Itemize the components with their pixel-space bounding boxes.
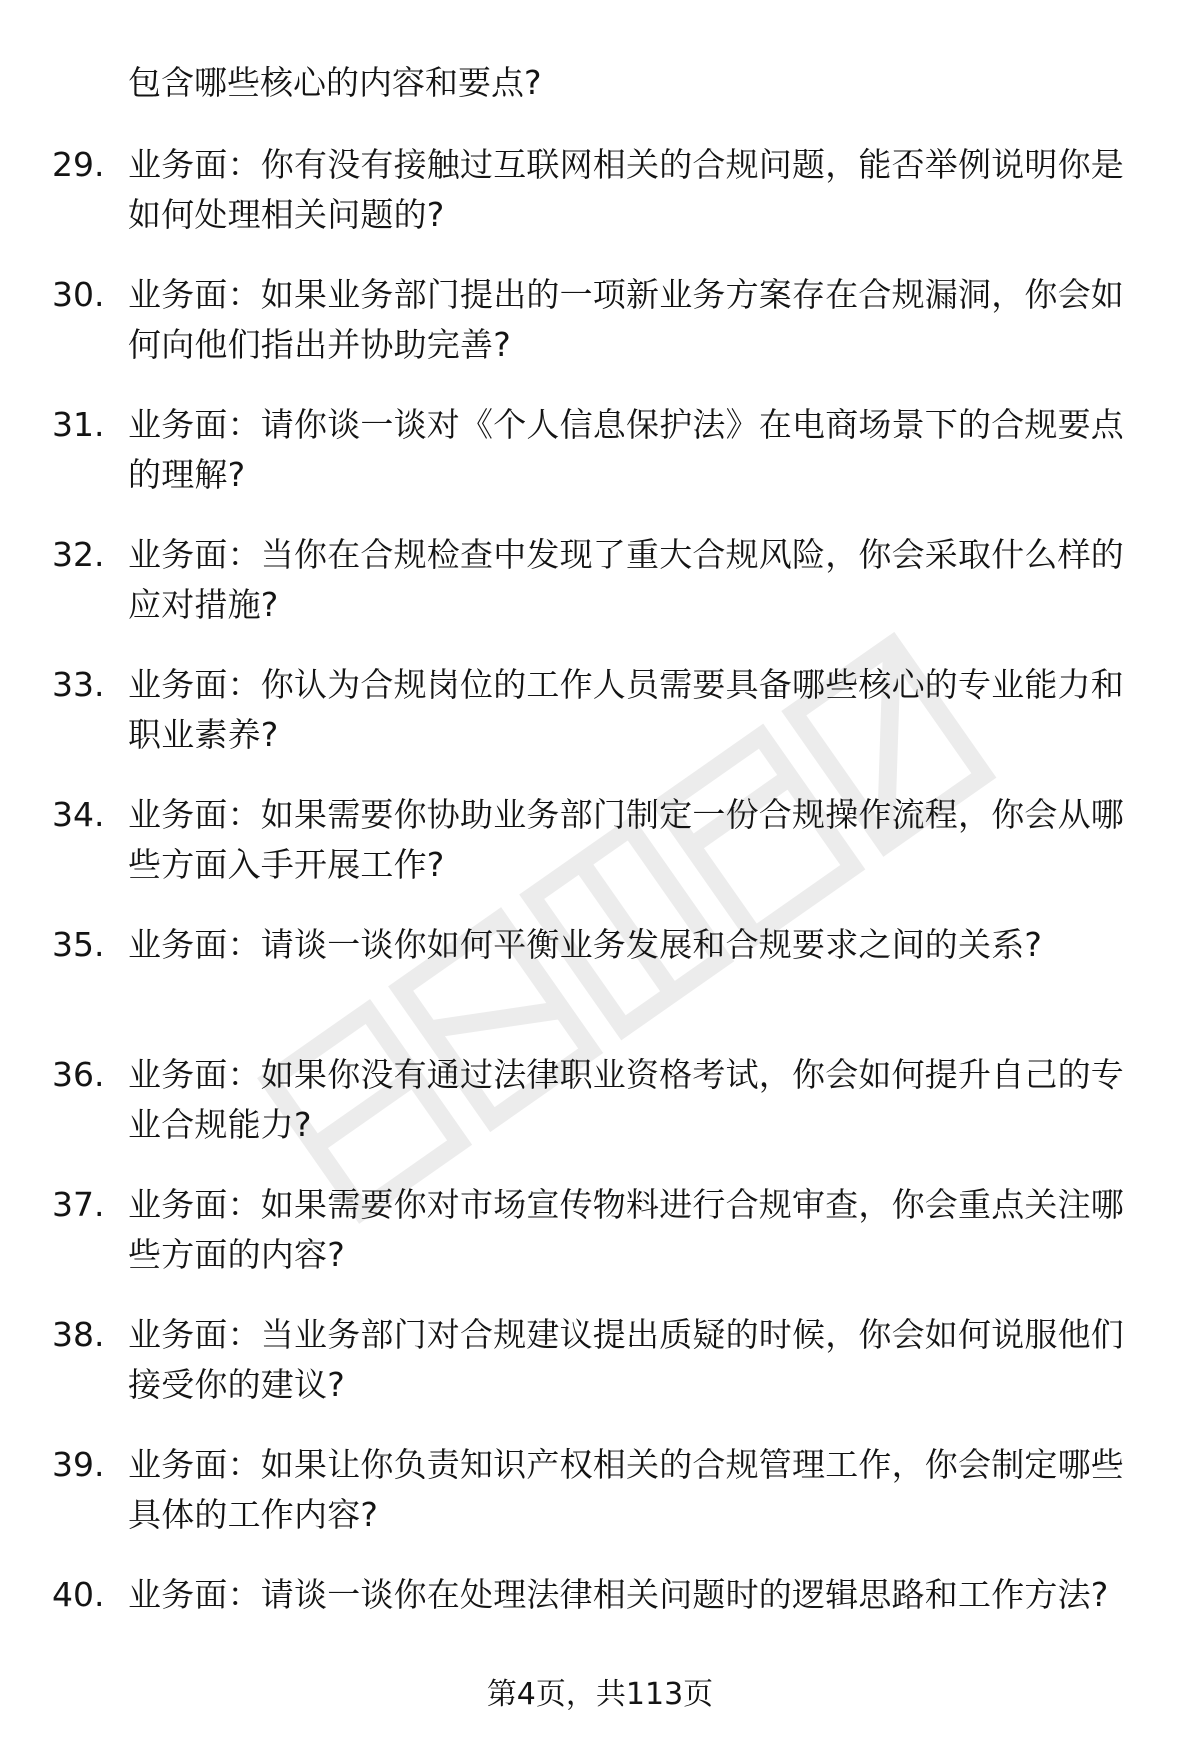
continued-question-text: 包含哪些核心的内容和要点?: [128, 63, 542, 102]
question-text: 业务面：当你在合规检查中发现了重大合规风险，你会采取什么样的应对措施?: [128, 535, 1124, 624]
question-item: [0, 1050, 1200, 1180]
question-text: 业务面：如果需要你协助业务部门制定一份合规操作流程，你会从哪些方面入手开展工作?: [128, 795, 1124, 884]
question-text: 业务面：如果业务部门提出的一项新业务方案存在合规漏洞，你会如何向他们指出并协助完善?: [128, 275, 1124, 364]
question-number: 36.: [52, 1055, 105, 1094]
question-text: 业务面：请谈一谈你如何平衡业务发展和合规要求之间的关系?: [128, 925, 1043, 964]
question-number: 37.: [52, 1185, 105, 1224]
question-number: 34.: [52, 795, 105, 834]
question-text: 业务面：如果你没有通过法律职业资格考试，你会如何提升自己的专业合规能力?: [128, 1055, 1124, 1144]
question-item: [0, 140, 1200, 270]
question-item: [0, 1440, 1200, 1570]
question-text: 业务面：请你谈一谈对《个人信息保护法》在电商场景下的合规要点的理解?: [128, 405, 1124, 494]
question-item: [0, 400, 1200, 530]
question-item: [0, 1180, 1200, 1310]
question-item: [0, 530, 1200, 660]
question-number: 29.: [52, 145, 105, 184]
question-number: 32.: [52, 535, 105, 574]
question-text: 业务面：如果让你负责知识产权相关的合规管理工作，你会制定哪些具体的工作内容?: [128, 1445, 1124, 1534]
question-item: [0, 270, 1200, 400]
question-number: 39.: [52, 1445, 105, 1484]
question-item: [0, 660, 1200, 790]
question-number: 31.: [52, 405, 105, 444]
question-number: 40.: [52, 1575, 105, 1614]
question-list: [0, 140, 1200, 1700]
question-item: [0, 790, 1200, 920]
question-text: 业务面：请谈一谈你在处理法律相关问题时的逻辑思路和工作方法?: [128, 1575, 1109, 1614]
question-text: 业务面：当业务部门对合规建议提出质疑的时候，你会如何说服他们接受你的建议?: [128, 1315, 1124, 1404]
question-number: 33.: [52, 665, 105, 704]
question-text: 业务面：你有没有接触过互联网相关的合规问题，能否举例说明你是如何处理相关问题的?: [128, 145, 1124, 234]
question-text: 业务面：你认为合规岗位的工作人员需要具备哪些核心的专业能力和职业素养?: [128, 665, 1124, 754]
page-number-footer: 第4页，共113页: [486, 1677, 714, 1712]
question-text: 业务面：如果需要你对市场宣传物料进行合规审查，你会重点关注哪些方面的内容?: [128, 1185, 1124, 1274]
question-number: 38.: [52, 1315, 105, 1354]
question-number: 35.: [52, 925, 105, 964]
question-item: [0, 920, 1200, 1050]
question-number: 30.: [52, 275, 105, 314]
question-item: [0, 1310, 1200, 1440]
